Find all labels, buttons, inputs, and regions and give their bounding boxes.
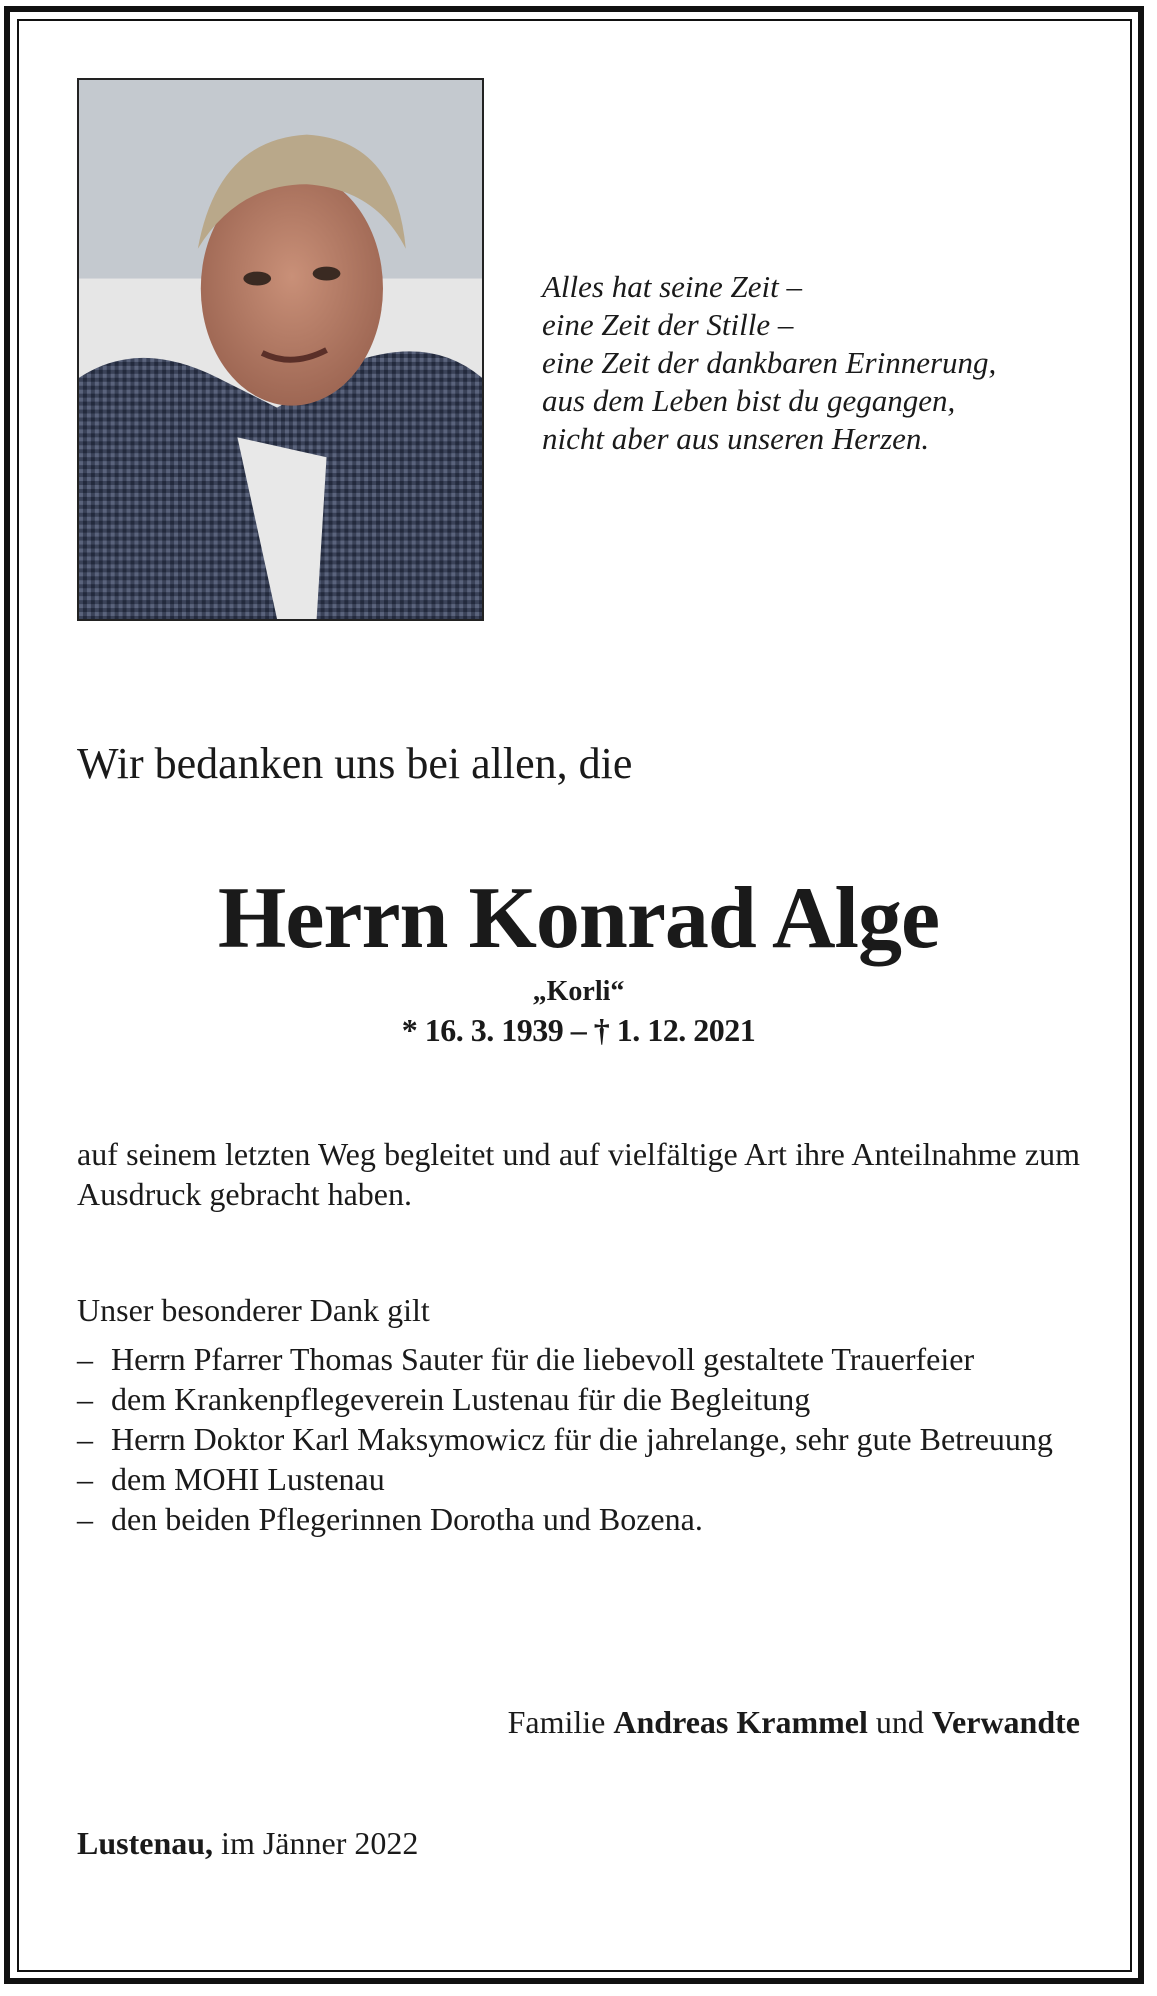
poem-line: eine Zeit der Stille – — [542, 307, 794, 342]
signature-connector: und — [875, 1704, 924, 1740]
thanks-list — [77, 1339, 1080, 1539]
poem-line: nicht aber aus unseren Herzen. — [542, 421, 930, 456]
dash-bullet: – — [77, 1421, 93, 1457]
signature-prefix: Familie — [507, 1704, 606, 1740]
list-item-text: Herrn Pfarrer Thomas Sauter für die liebevoll gestaltete Trauerfeier — [111, 1341, 975, 1377]
list-item — [77, 1459, 1080, 1499]
dash-bullet: – — [77, 1341, 93, 1377]
list-item-text: dem MOHI Lustenau — [111, 1461, 385, 1497]
poem-line: Alles hat seine Zeit – — [542, 269, 803, 304]
list-item-text: Herrn Doktor Karl Maksymowicz für die jahrelange, sehr gute Betreuung — [111, 1421, 1053, 1457]
dash-bullet: – — [77, 1461, 93, 1497]
list-item — [77, 1419, 1080, 1459]
dash-bullet: – — [77, 1501, 93, 1537]
list-item — [77, 1499, 1080, 1539]
place-town: Lustenau, — [77, 1825, 214, 1861]
signature-relatives: Verwandte — [931, 1704, 1080, 1740]
portrait-photo — [77, 78, 484, 621]
list-item — [77, 1339, 1080, 1379]
list-item-text: dem Krankenpflegeverein Lustenau für die Begleitung — [111, 1381, 811, 1417]
life-dates: * 16. 3. 1939 – † 1. 12. 2021 — [401, 1012, 756, 1048]
deceased-name: Herrn Konrad Alge — [217, 870, 940, 967]
intro-text: Wir bedanken uns bei allen, die — [77, 739, 633, 788]
signature-family-name: Andreas Krammel — [613, 1704, 868, 1740]
list-item-text: den beiden Pflegerinnen Dorotha und Bozena. — [111, 1501, 703, 1537]
thanks-intro: Unser besonderer Dank gilt — [77, 1292, 430, 1328]
dash-bullet: – — [77, 1381, 93, 1417]
body-text: auf seinem letzten Weg begleitet und auf vielfältige Art ihre Anteilnahme zum Ausdruck gebracht haben. — [77, 1136, 1080, 1212]
signature — [508, 1704, 1080, 1741]
portrait-photo-icon — [79, 80, 482, 619]
place-date — [77, 1825, 418, 1862]
poem-line: eine Zeit der dankbaren Erinnerung, — [542, 345, 997, 380]
deceased-nickname: „Korli“ — [532, 976, 625, 1007]
memorial-poem — [542, 268, 1102, 458]
poem-line: aus dem Leben bist du gegangen, — [542, 383, 956, 418]
list-item — [77, 1379, 1080, 1419]
place-date-text: im Jänner 2022 — [221, 1825, 419, 1861]
